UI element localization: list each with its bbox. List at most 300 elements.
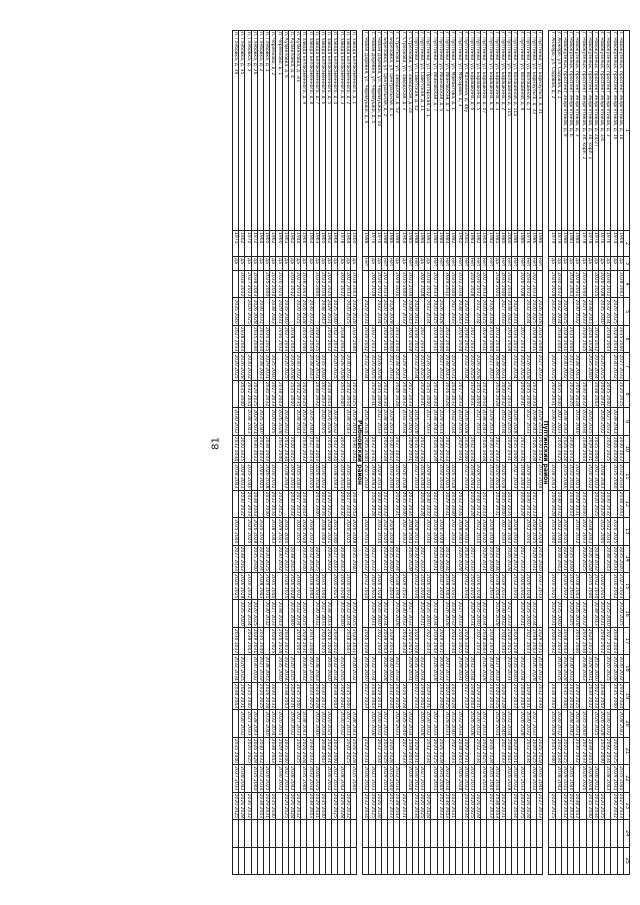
- value-cell: 2020 2025: [611, 519, 617, 544]
- value-cell: [270, 765, 276, 792]
- region-header-row: [543, 31, 549, 875]
- value-cell: [437, 490, 443, 517]
- value-cell: 2032 2034: [233, 656, 239, 681]
- value-cell: 2026 2028: [239, 793, 245, 818]
- value-cell: 2020 2025: [313, 766, 319, 791]
- value-cell: 2030 2032: [338, 711, 344, 736]
- address-cell: п. Черемхово, д. 1: [276, 31, 282, 231]
- value-cell: 2038 2043: [295, 409, 301, 434]
- value-cell: 2026 2028: [524, 573, 530, 599]
- value-cell: 2020 2025: [611, 299, 617, 324]
- flag-cell: да: [270, 257, 276, 271]
- value-cell: 2038 2043: [518, 464, 524, 489]
- value-cell: 2032 2034: [282, 436, 288, 462]
- value-cell: 2029 2031: [406, 656, 412, 681]
- value-cell: 2020 2025: [344, 519, 350, 544]
- address-cell: г. Пуптинки, ул. Барашкина, д. 4: [487, 31, 493, 231]
- value-cell: [406, 792, 412, 819]
- value-cell: 2027 2033: [462, 683, 468, 709]
- value-cell: [450, 325, 456, 352]
- value-cell: 2029 2031: [363, 299, 369, 324]
- value-cell: 2030 2032: [599, 628, 605, 654]
- value-cell: 2032 2034: [450, 409, 456, 434]
- flag-cell: да: [344, 257, 350, 271]
- value-cell: 2029 2031: [512, 519, 518, 544]
- value-cell: 2026 2028: [382, 436, 388, 462]
- value-cell: 2029 2031: [450, 354, 456, 379]
- flag-cell: да: [394, 257, 400, 271]
- address-cell: п. завода Белокаменного, д. 5: [326, 31, 332, 231]
- value-cell: 2030 2032: [586, 683, 592, 709]
- value-cell: 2035 2040: [320, 573, 326, 599]
- value-cell: 2029 2031: [301, 628, 307, 654]
- year-cell: 1976: [369, 231, 375, 257]
- value-cell: 2027 2033: [444, 656, 450, 681]
- table-row: [574, 31, 580, 875]
- value-cell: 2026 2028: [369, 711, 375, 736]
- value-cell: [251, 463, 257, 490]
- table-row: [536, 31, 542, 875]
- value-cell: [326, 820, 332, 847]
- value-cell: [431, 682, 437, 709]
- value-cell: [530, 847, 536, 874]
- value-cell: 2026 2028: [481, 656, 487, 681]
- value-cell: [381, 820, 387, 847]
- year-cell: 1980: [499, 231, 505, 257]
- table-row: [617, 31, 623, 875]
- value-cell: 2035 2040: [617, 546, 623, 571]
- value-cell: 2030 2032: [301, 436, 307, 462]
- value-cell: [611, 847, 617, 874]
- value-cell: [611, 710, 617, 737]
- value-cell: [505, 572, 511, 599]
- value-cell: 2035 2040: [239, 601, 245, 626]
- value-cell: 2032 2034: [580, 628, 586, 654]
- value-cell: 2038 2043: [481, 628, 487, 654]
- table-row: [233, 31, 239, 875]
- value-cell: 2038 2043: [617, 272, 623, 297]
- year-cell: 1978: [580, 231, 586, 257]
- value-cell: 2020 2025: [313, 546, 319, 571]
- table-row: [388, 31, 394, 875]
- value-cell: [431, 463, 437, 490]
- value-cell: [338, 408, 344, 435]
- value-cell: [295, 545, 301, 572]
- value-cell: 2030 2032: [233, 628, 239, 654]
- value-cell: 2026 2028: [431, 436, 437, 462]
- value-cell: [561, 490, 567, 517]
- value-cell: 2027 2033: [258, 436, 264, 462]
- table-row: [592, 31, 598, 875]
- value-cell: 2035 2040: [413, 656, 419, 681]
- value-cell: [338, 847, 344, 874]
- flag-cell: да: [375, 257, 381, 271]
- value-cell: 2030 2032: [282, 628, 288, 654]
- value-cell: 2038 2043: [568, 711, 574, 736]
- value-cell: 2026 2028: [413, 409, 419, 434]
- value-cell: 2035 2040: [320, 354, 326, 379]
- value-cell: 2038 2043: [320, 519, 326, 544]
- value-cell: [388, 600, 394, 627]
- value-cell: 2032 2034: [413, 354, 419, 379]
- value-cell: 2038 2043: [369, 464, 375, 489]
- value-cell: 2029 2031: [518, 381, 524, 407]
- value-cell: [350, 682, 356, 709]
- value-cell: [437, 600, 443, 627]
- value-cell: 2035 2040: [561, 683, 567, 709]
- value-cell: 2020 2025: [605, 436, 611, 462]
- year-cell: 1944: [295, 231, 301, 257]
- value-cell: 2020 2025: [289, 436, 295, 462]
- value-cell: 2027 2033: [332, 326, 338, 352]
- value-cell: [369, 627, 375, 654]
- value-cell: 2029 2031: [611, 326, 617, 352]
- value-cell: 2032 2034: [475, 738, 481, 764]
- value-cell: 2027 2033: [537, 793, 543, 818]
- value-cell: [319, 765, 325, 792]
- value-cell: [574, 820, 580, 847]
- value-cell: [524, 655, 530, 682]
- value-cell: 2026 2028: [351, 519, 357, 544]
- address-cell: г. Пуптинки, ул. Калинина, д. 46у: [462, 31, 468, 231]
- value-cell: 2030 2032: [475, 272, 481, 297]
- value-cell: 2020 2025: [580, 546, 586, 571]
- value-cell: 2027 2033: [568, 793, 574, 818]
- value-cell: 2030 2032: [499, 381, 505, 407]
- value-cell: 2032 2034: [394, 326, 400, 352]
- value-cell: [450, 765, 456, 792]
- value-cell: [239, 820, 245, 847]
- value-cell: [394, 847, 400, 874]
- value-cell: 2038 2043: [586, 519, 592, 544]
- year-cell: 1976: [524, 231, 530, 257]
- value-cell: 2038 2043: [344, 409, 350, 434]
- value-cell: [264, 737, 270, 764]
- value-cell: [617, 627, 623, 654]
- column-number-header: 18: [623, 655, 629, 682]
- value-cell: 2030 2032: [313, 601, 319, 626]
- value-cell: [412, 710, 418, 737]
- value-cell: [598, 545, 604, 572]
- value-cell: 2027 2033: [530, 272, 536, 297]
- value-cell: [512, 820, 518, 847]
- value-cell: [282, 600, 288, 627]
- value-cell: 2038 2043: [530, 628, 536, 654]
- value-cell: 2038 2043: [313, 656, 319, 681]
- value-cell: 2038 2043: [338, 326, 344, 352]
- value-cell: [264, 627, 270, 654]
- value-cell: 2026 2028: [512, 409, 518, 434]
- value-cell: [443, 518, 449, 545]
- value-cell: 2032 2034: [270, 711, 276, 736]
- value-cell: 2035 2040: [437, 326, 443, 352]
- value-cell: 2027 2033: [270, 381, 276, 407]
- value-cell: [611, 820, 617, 847]
- table-row: [338, 31, 344, 875]
- value-cell: 2035 2040: [301, 326, 307, 352]
- value-cell: 2030 2032: [512, 546, 518, 571]
- value-cell: 2035 2040: [245, 683, 251, 709]
- value-cell: 2030 2032: [425, 491, 431, 516]
- value-cell: [239, 737, 245, 764]
- value-cell: 2020 2025: [276, 491, 282, 516]
- data-table: [232, 30, 630, 875]
- value-cell: 2027 2033: [537, 573, 543, 599]
- value-cell: 2027 2033: [382, 711, 388, 736]
- value-cell: 2026 2028: [251, 299, 257, 324]
- value-cell: [567, 408, 573, 435]
- value-cell: [332, 820, 338, 847]
- value-cell: 2038 2043: [251, 272, 257, 297]
- value-cell: [592, 847, 598, 874]
- value-cell: 2032 2034: [462, 793, 468, 818]
- value-cell: 2027 2033: [450, 519, 456, 544]
- value-cell: 2029 2031: [444, 272, 450, 297]
- value-cell: 2026 2028: [487, 299, 493, 324]
- value-cell: [344, 820, 350, 847]
- value-cell: 2030 2032: [580, 601, 586, 626]
- value-cell: 2030 2032: [549, 628, 555, 654]
- year-cell: 1965: [264, 231, 270, 257]
- value-cell: 2020 2025: [419, 354, 425, 379]
- value-cell: 2035 2040: [592, 656, 598, 681]
- value-cell: 2026 2028: [382, 656, 388, 681]
- value-cell: 2032 2034: [245, 381, 251, 407]
- value-cell: 2020 2025: [351, 381, 357, 407]
- value-cell: [319, 545, 325, 572]
- year-cell: 1965: [319, 231, 325, 257]
- value-cell: 2030 2032: [258, 299, 264, 324]
- value-cell: [499, 655, 505, 682]
- value-cell: 2027 2033: [282, 546, 288, 571]
- value-cell: 2030 2032: [512, 766, 518, 791]
- value-cell: 2020 2025: [406, 628, 412, 654]
- value-cell: [536, 710, 542, 737]
- value-cell: 2027 2033: [450, 738, 456, 764]
- table-row: [412, 31, 418, 875]
- value-cell: [350, 353, 356, 380]
- value-cell: [586, 847, 592, 874]
- value-cell: 2032 2034: [437, 683, 443, 709]
- table-row: [487, 31, 493, 875]
- value-cell: [394, 298, 400, 325]
- value-cell: 2032 2034: [307, 766, 313, 791]
- value-cell: 2029 2031: [456, 656, 462, 681]
- value-cell: 2038 2043: [289, 326, 295, 352]
- value-cell: [326, 463, 332, 490]
- year-cell: 1982: [487, 231, 493, 257]
- address-cell: г. Новокузнецк, проспект Энергетиков, д. 6: [567, 31, 573, 231]
- value-cell: 2020 2025: [456, 628, 462, 654]
- value-cell: 2029 2031: [313, 793, 319, 818]
- value-cell: 2020 2025: [338, 436, 344, 462]
- value-cell: [251, 682, 257, 709]
- value-cell: 2029 2031: [431, 766, 437, 791]
- value-cell: 2030 2032: [276, 766, 282, 791]
- value-cell: [239, 847, 245, 874]
- value-cell: 2027 2033: [295, 711, 301, 736]
- value-cell: 2026 2028: [506, 326, 512, 352]
- value-cell: [468, 737, 474, 764]
- address-cell: г. Пуптинки, ул. Мамонтова, д. 1: [450, 31, 456, 231]
- table-row: [524, 31, 530, 875]
- value-cell: 2020 2025: [264, 326, 270, 352]
- value-cell: 2029 2031: [493, 711, 499, 736]
- value-cell: 2029 2031: [351, 409, 357, 434]
- value-cell: 2027 2033: [388, 573, 394, 599]
- value-cell: 2035 2040: [568, 546, 574, 571]
- value-cell: [474, 820, 480, 847]
- value-cell: 2020 2025: [605, 656, 611, 681]
- value-cell: 2035 2040: [344, 683, 350, 709]
- value-cell: [499, 820, 505, 847]
- value-cell: [499, 765, 505, 792]
- value-cell: 2030 2032: [326, 326, 332, 352]
- value-cell: [443, 737, 449, 764]
- value-cell: [586, 820, 592, 847]
- flag-cell: да: [282, 257, 288, 271]
- table-row: [462, 31, 468, 875]
- value-cell: 2032 2034: [307, 546, 313, 571]
- value-cell: 2026 2028: [394, 601, 400, 626]
- value-cell: 2030 2032: [599, 409, 605, 434]
- value-cell: [518, 847, 524, 874]
- value-cell: [233, 710, 239, 737]
- value-cell: [474, 847, 480, 874]
- value-cell: 2035 2040: [580, 711, 586, 736]
- value-cell: [468, 820, 474, 847]
- value-cell: 2020 2025: [270, 409, 276, 434]
- flag-cell: да: [592, 257, 598, 271]
- address-cell: г. Пуптинки, ул. Барашкина, д. 5: [474, 31, 480, 231]
- value-cell: 2029 2031: [549, 381, 555, 407]
- value-cell: [344, 655, 350, 682]
- value-cell: 2035 2040: [400, 491, 406, 516]
- address-cell: п. Глебовка, д. 26: [251, 31, 257, 231]
- value-cell: 2035 2040: [251, 326, 257, 352]
- year-cell: 1980: [518, 231, 524, 257]
- value-cell: [245, 820, 251, 847]
- year-cell: 1982: [450, 231, 456, 257]
- year-cell: 1978: [338, 231, 344, 257]
- value-cell: 2032 2034: [295, 601, 301, 626]
- value-cell: 2035 2040: [549, 738, 555, 764]
- value-cell: [313, 737, 319, 764]
- value-cell: 2030 2032: [251, 656, 257, 681]
- value-cell: 2026 2028: [518, 711, 524, 736]
- address-cell: г. Пуптинки, ул. Пролетарская, д. 1: [425, 31, 431, 231]
- flag-cell: да: [580, 257, 586, 271]
- value-cell: 2032 2034: [450, 628, 456, 654]
- address-cell: г. Пуптинки, ул. Барашкина, д. 3: [493, 31, 499, 231]
- value-cell: 2030 2032: [437, 436, 443, 462]
- value-cell: 2029 2031: [419, 381, 425, 407]
- value-cell: 2035 2040: [363, 436, 369, 462]
- value-cell: [530, 820, 536, 847]
- value-cell: 2035 2040: [289, 381, 295, 407]
- value-cell: [257, 490, 263, 517]
- value-cell: [264, 518, 270, 545]
- value-cell: 2035 2040: [524, 381, 530, 407]
- value-cell: 2027 2033: [506, 381, 512, 407]
- value-cell: [425, 820, 431, 847]
- address-cell: г. Пуптинки, ул. Волошиной, д. 9: [518, 31, 524, 231]
- value-cell: 2020 2025: [233, 793, 239, 818]
- value-cell: 2030 2032: [239, 711, 245, 736]
- flag-cell: нет: [524, 257, 530, 271]
- value-cell: 2030 2032: [289, 711, 295, 736]
- value-cell: [555, 792, 561, 819]
- value-cell: 2020 2025: [617, 601, 623, 626]
- value-cell: 2029 2031: [338, 464, 344, 489]
- value-cell: 2027 2033: [375, 409, 381, 434]
- value-cell: 2027 2033: [307, 656, 313, 681]
- value-cell: 2029 2031: [574, 711, 580, 736]
- value-cell: 2027 2033: [245, 272, 251, 297]
- value-cell: 2032 2034: [425, 519, 431, 544]
- value-cell: [468, 847, 474, 874]
- value-cell: [313, 627, 319, 654]
- column-number-header: 21: [623, 737, 629, 764]
- value-cell: 2026 2028: [524, 354, 530, 379]
- value-cell: [605, 792, 611, 819]
- value-cell: [524, 820, 530, 847]
- value-cell: 2030 2032: [462, 546, 468, 571]
- value-cell: 2032 2034: [394, 546, 400, 571]
- year-cell: 1964: [400, 231, 406, 257]
- value-cell: 2032 2034: [332, 436, 338, 462]
- value-cell: 2020 2025: [561, 738, 567, 764]
- value-cell: 2032 2034: [506, 491, 512, 516]
- value-cell: 2035 2040: [295, 683, 301, 709]
- value-cell: 2038 2043: [444, 573, 450, 599]
- value-cell: 2026 2028: [369, 272, 375, 297]
- value-cell: 2038 2043: [555, 326, 561, 352]
- value-cell: 2029 2031: [382, 766, 388, 791]
- value-cell: [344, 765, 350, 792]
- value-cell: [586, 710, 592, 737]
- value-cell: 2038 2043: [326, 601, 332, 626]
- value-cell: 2027 2033: [282, 766, 288, 791]
- value-cell: 2030 2032: [239, 272, 245, 297]
- value-cell: [617, 737, 623, 764]
- value-cell: [295, 820, 301, 847]
- value-cell: 2020 2025: [320, 409, 326, 434]
- value-cell: 2038 2043: [580, 436, 586, 462]
- address-cell: п. завода Белокаменного, д. 3: [338, 31, 344, 231]
- value-cell: 2032 2034: [332, 656, 338, 681]
- value-cell: 2029 2031: [456, 436, 462, 462]
- value-cell: 2020 2025: [239, 656, 245, 681]
- value-cell: 2038 2043: [338, 766, 344, 791]
- value-cell: 2029 2031: [388, 628, 394, 654]
- value-cell: 2035 2040: [276, 656, 282, 681]
- value-cell: [419, 820, 425, 847]
- value-cell: 2029 2031: [599, 381, 605, 407]
- value-cell: 2030 2032: [605, 272, 611, 297]
- year-cell: 1979: [555, 231, 561, 257]
- value-cell: 2026 2028: [326, 628, 332, 654]
- value-cell: [344, 435, 350, 462]
- value-cell: 2038 2043: [369, 683, 375, 709]
- value-cell: [257, 380, 263, 407]
- value-cell: [319, 847, 325, 874]
- value-cell: 2032 2034: [406, 491, 412, 516]
- address-cell: п. Кузмиловка, д. 6: [282, 31, 288, 231]
- value-cell: [301, 847, 307, 874]
- value-cell: [505, 682, 511, 709]
- value-cell: 2032 2034: [605, 519, 611, 544]
